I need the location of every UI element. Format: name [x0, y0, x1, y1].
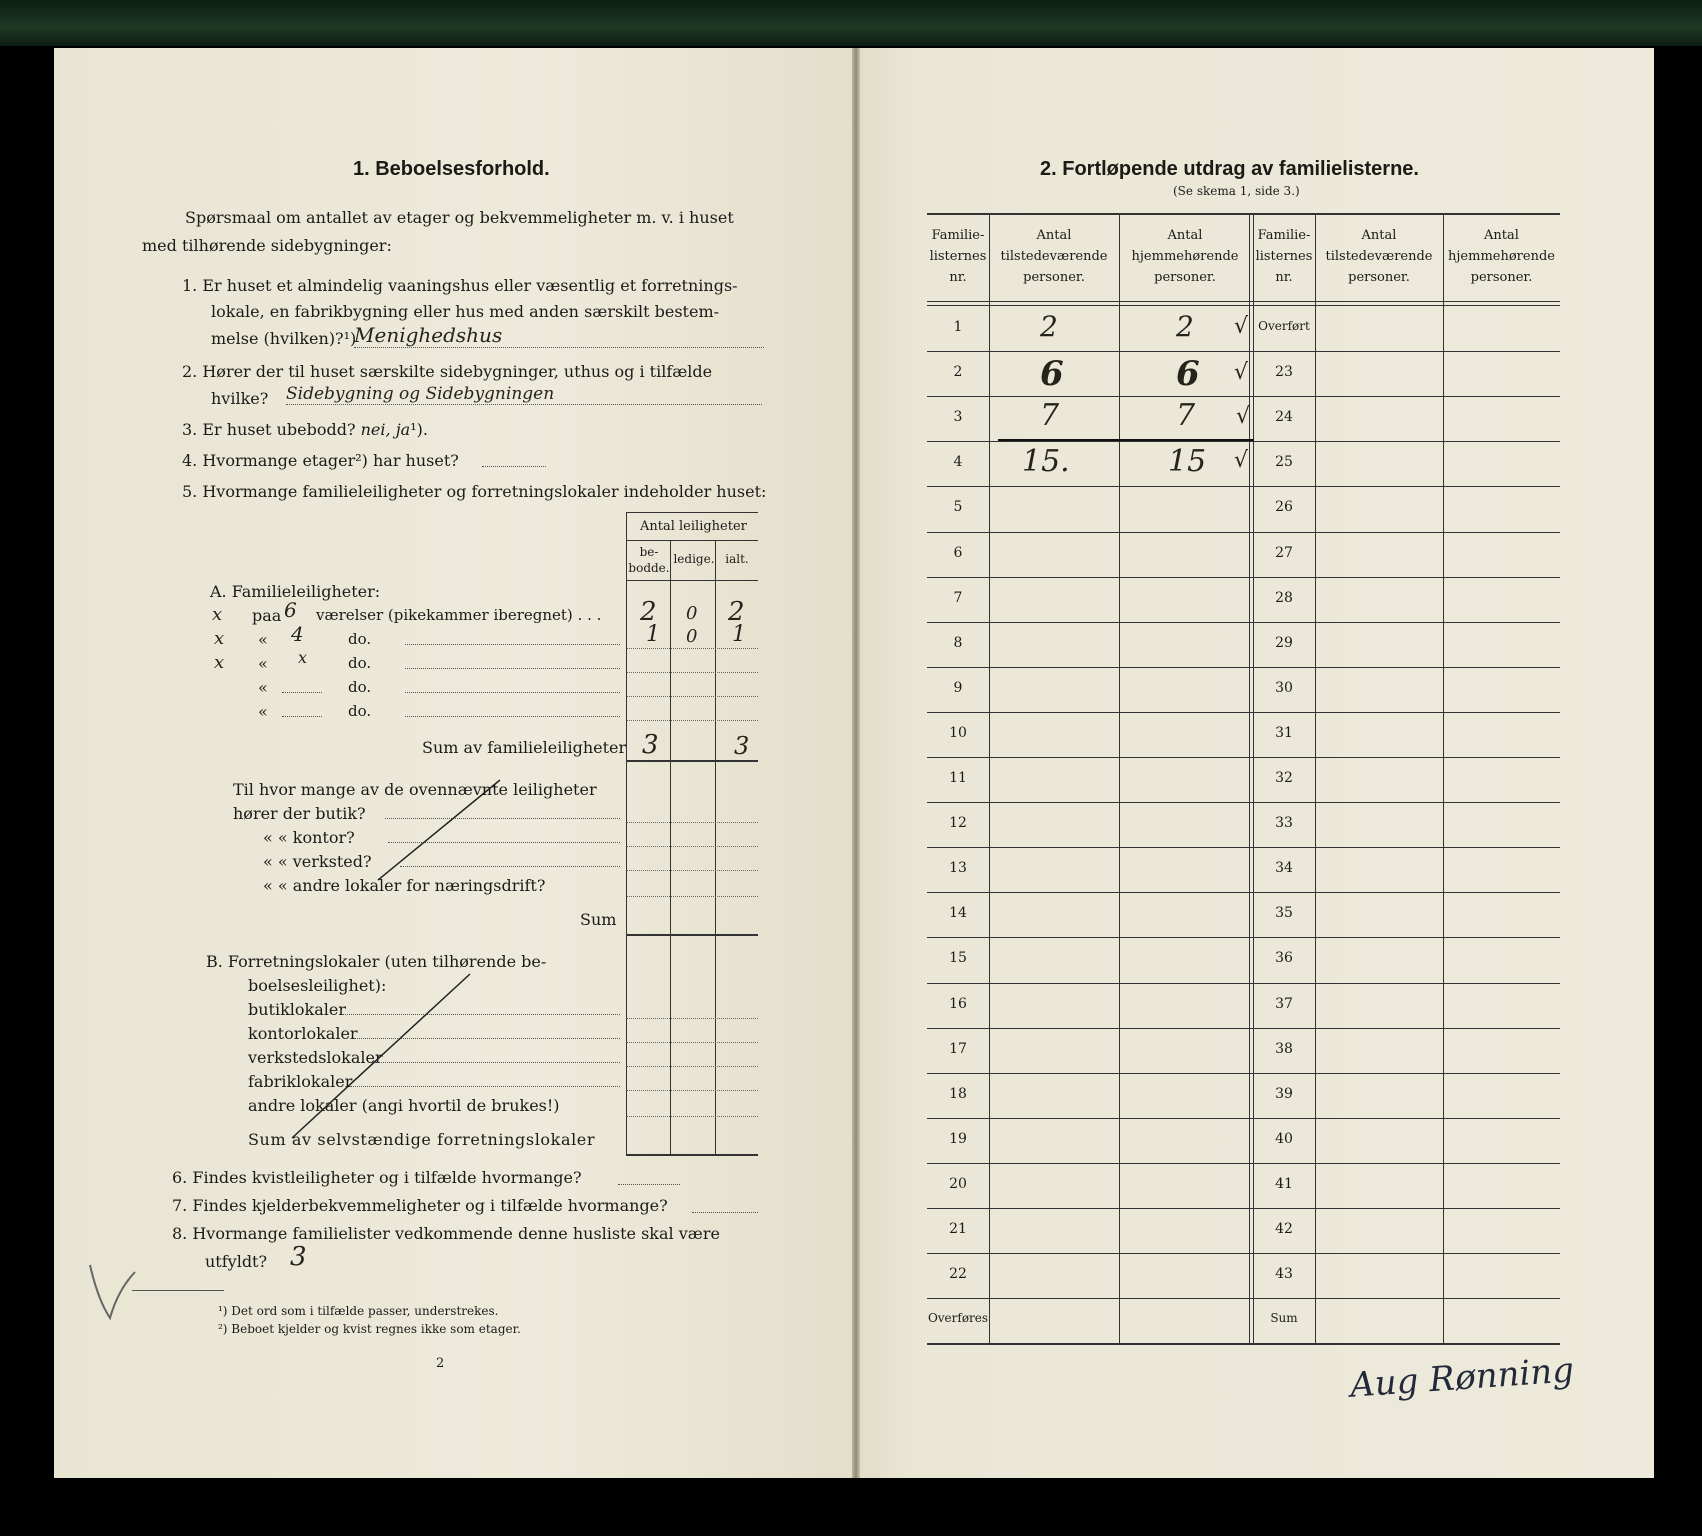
b-butiklokaler: butiklokaler — [248, 1000, 347, 1019]
intro-line-2: med tilhørende sidebygninger: — [142, 236, 392, 255]
header-hjemme-left: Antal hjemmehørende personer. — [1131, 228, 1239, 285]
section-b-title-line-2: boelsesleilighet): — [248, 976, 387, 995]
shops-question-verksted: « « verksted? — [263, 852, 372, 871]
row-number-left: 8 — [953, 634, 963, 651]
footnote-2: ²) Beboet kjelder og kvist regnes ikke som etager. — [218, 1322, 521, 1336]
row-number-right: 43 — [1275, 1266, 1293, 1283]
row-number-left: Overføres — [927, 1311, 989, 1326]
row-number-left: 1 — [953, 319, 963, 335]
table-row-rule — [927, 983, 1560, 984]
row-number-left: 5 — [953, 499, 963, 516]
table-row-rule — [927, 757, 1560, 758]
row-1-mark: x — [212, 604, 223, 625]
b-fabriklokaler: fabriklokaler — [248, 1072, 353, 1091]
table-column-line — [989, 213, 990, 1343]
header-fam-nr-left: Familie- listernes nr. — [929, 228, 987, 285]
row-number-right: 34 — [1275, 860, 1293, 877]
table-bottom-rule — [927, 1343, 1560, 1345]
question-1-line-1: 1. Er huset et almindelig vaaningshus eller væsentlig et forretnings- — [182, 276, 738, 295]
row-number-right: 38 — [1275, 1040, 1293, 1057]
table-row-rule — [927, 1028, 1560, 1029]
row-number-left: 11 — [949, 770, 967, 786]
b-andre-lokaler: andre lokaler (angi hvortil de brukes!) — [248, 1096, 560, 1115]
row-number-left: 10 — [949, 724, 967, 741]
left-page-title: 1. Beboelsesforhold. — [353, 158, 550, 180]
row-number-left: 17 — [949, 1040, 967, 1057]
table-row-rule — [927, 1118, 1560, 1119]
row-2-prefix: « — [258, 630, 268, 649]
table-header-bottom-rule — [927, 301, 1560, 302]
question-8-line-2: utfyldt? — [205, 1252, 268, 1271]
question-8-line-1: 8. Hvormange familielister vedkommende denne husliste skal være — [172, 1224, 720, 1243]
table-header-bottom-rule-2 — [927, 305, 1560, 306]
row-number-right: 31 — [1275, 724, 1293, 741]
question-1-line-2: lokale, en fabrikbygning eller hus med anden særskilt bestem- — [211, 302, 720, 321]
question-3-label: 3. Er huset ubebodd? — [182, 420, 356, 439]
row-number-left: 22 — [949, 1266, 967, 1283]
table-row-rule — [927, 802, 1560, 803]
row-number-left: 3 — [953, 409, 963, 426]
table-row-rule — [927, 1208, 1560, 1209]
row-number-right: 37 — [1275, 995, 1293, 1012]
hjemme-row-1: 2 — [1176, 310, 1194, 343]
shops-question-line-2: hører der butik? — [233, 804, 366, 823]
section-a-title: A. Familieleiligheter: — [210, 582, 381, 601]
row-number-left: 13 — [949, 860, 967, 877]
row-2-text: do. — [348, 630, 372, 648]
row-4-text: do. — [348, 678, 372, 696]
row-number-left: 12 — [949, 815, 967, 832]
header-tilstede-right: Antal tilstedeværende personer. — [1325, 228, 1433, 285]
b-kontorlokaler: kontorlokaler — [248, 1024, 358, 1043]
footnote-rule — [132, 1290, 224, 1291]
table-row-rule — [927, 847, 1560, 848]
row-3-rooms: x — [298, 648, 308, 667]
row-number-left: 14 — [949, 905, 967, 922]
row-1-label: paa — [252, 606, 282, 625]
row-number-right: 29 — [1275, 634, 1293, 651]
row-number-left: 20 — [949, 1175, 967, 1192]
row-number-right: 23 — [1275, 364, 1293, 381]
tilstede-row-2: 6 — [1040, 354, 1064, 394]
check-row-3: √ — [1236, 404, 1251, 429]
row-number-right: 25 — [1275, 454, 1293, 471]
row-2-rooms: 4 — [291, 622, 304, 646]
col-bebodde: be- bodde. — [628, 545, 670, 575]
row-number-right: Sum — [1270, 1311, 1298, 1326]
row-number-right: Overført — [1258, 319, 1310, 333]
table-row-rule — [927, 1253, 1560, 1254]
row-number-left: 2 — [953, 364, 963, 381]
tilstede-row-1: 2 — [1040, 310, 1058, 343]
col-ialt: ialt. — [725, 552, 749, 566]
row-number-right: 35 — [1275, 905, 1293, 922]
hjemme-row-2: 6 — [1176, 354, 1200, 394]
b-sum-label: Sum av selvstændige forretningslokaler — [248, 1130, 596, 1149]
row-1-text: værelser (pikekammer iberegnet) . . . — [316, 606, 602, 624]
intro-line-1: Spørsmaal om antallet av etager og bekvemmeligheter m. v. i huset — [185, 208, 734, 227]
table-row-rule — [927, 396, 1560, 397]
table-row-rule — [927, 622, 1560, 623]
footnote-1: ¹) Det ord som i tilfælde passer, understrekes. — [218, 1304, 499, 1318]
row-number-right: 24 — [1275, 409, 1293, 426]
sum-fam-bebodde: 3 — [642, 730, 659, 760]
row-2-ledige: 0 — [686, 626, 698, 647]
tilstede-row-3: 7 — [1040, 398, 1060, 433]
row-1-bebodde: 2 — [640, 597, 657, 627]
table-column-line — [1119, 213, 1120, 1343]
row-number-right: 41 — [1275, 1175, 1293, 1192]
table-column-line-double — [1249, 213, 1250, 1343]
row-number-left: 18 — [949, 1085, 967, 1102]
table-row-rule — [927, 1163, 1560, 1164]
row-number-left: 9 — [953, 679, 963, 696]
row-2-bebodde: 1 — [646, 622, 660, 647]
right-page-title: 2. Fortløpende utdrag av familielisterne. — [1040, 158, 1419, 180]
table-column-line — [1443, 213, 1444, 1343]
row-number-right: 27 — [1275, 544, 1293, 561]
table-row-rule — [927, 532, 1560, 533]
check-row-1: √ — [1234, 314, 1249, 339]
right-page-subtitle: (Se skema 1, side 3.) — [1173, 184, 1300, 198]
row-number-right: 28 — [1275, 589, 1293, 606]
row-number-right: 36 — [1275, 950, 1293, 967]
table-row-rule — [927, 1073, 1560, 1074]
row-number-left: 21 — [949, 1221, 967, 1237]
row-1-ledige: 0 — [686, 603, 698, 624]
table-row-rule — [927, 712, 1560, 713]
table-top-rule — [927, 213, 1560, 215]
tilstede-row-4: 15. — [1022, 444, 1070, 479]
question-1-answer: Menighedshus — [354, 323, 764, 348]
row-3-prefix: « — [258, 654, 268, 673]
question-1-line-3: melse (hvilken)?¹) — [211, 329, 357, 348]
shops-sum-label: Sum — [580, 910, 617, 929]
strike-through-marks — [0, 0, 860, 1480]
row-number-right: 32 — [1275, 770, 1293, 786]
table-row-rule — [927, 351, 1560, 352]
hjemme-row-4: 15 — [1168, 444, 1207, 479]
row-2-mark: x — [214, 628, 225, 649]
question-7: 7. Findes kjelderbekvemmeligheter og i tilfælde hvormange? — [172, 1196, 668, 1215]
table-row-rule — [927, 486, 1560, 487]
row-number-left: 19 — [949, 1130, 967, 1147]
row-number-right: 33 — [1275, 815, 1293, 832]
row-3-text: do. — [348, 654, 372, 672]
check-row-4: √ — [1234, 448, 1249, 473]
check-row-2: √ — [1234, 360, 1249, 385]
question-8-answer: 3 — [290, 1242, 307, 1272]
row-number-left: 4 — [953, 454, 963, 471]
table-row-rule — [927, 441, 1560, 442]
row-2-ialt: 1 — [732, 622, 746, 647]
shops-question-andre: « « andre lokaler for næringsdrift? — [263, 876, 546, 895]
sum-familieleiligheter-label: Sum av familieleiligheter — [422, 738, 627, 757]
question-4: 4. Hvormange etager²) har huset? — [182, 451, 459, 470]
question-6: 6. Findes kvistleiligheter og i tilfælde hvormange? — [172, 1168, 582, 1187]
row-1-ialt: 2 — [728, 597, 745, 627]
row-5-text: do. — [348, 702, 372, 720]
header-tilstede-left: Antal tilstedeværende personer. — [1000, 228, 1108, 285]
subtotal-rule — [998, 439, 1254, 441]
question-2-answer: Sidebygning og Sidebygningen — [286, 384, 762, 405]
table-row-rule — [927, 577, 1560, 578]
table-row-rule — [927, 892, 1560, 893]
question-7-answer-line — [692, 1212, 758, 1213]
table-row-rule — [927, 937, 1560, 938]
col-ledige: ledige. — [673, 552, 715, 566]
section-b-title-line-1: B. Forretningslokaler (uten tilhørende be- — [206, 952, 547, 971]
left-page-number: 2 — [436, 1356, 445, 1371]
hjemme-row-3: 7 — [1176, 398, 1196, 433]
table-column-line — [1315, 213, 1316, 1343]
table-row-rule — [927, 1298, 1560, 1299]
question-3-options: nei, ja — [360, 420, 411, 439]
question-2-line-2: hvilke? — [211, 389, 269, 408]
signature: Aug Rønning — [1348, 1350, 1576, 1406]
table-header-antal-leiligheter: Antal leiligheter — [640, 519, 747, 534]
row-3-mark: x — [214, 652, 225, 673]
b-verkstedslokaler: verkstedslokaler — [248, 1048, 383, 1067]
sum-fam-ialt: 3 — [734, 732, 750, 760]
row-number-left: 16 — [949, 995, 967, 1012]
row-5-prefix: « — [258, 702, 268, 721]
row-number-right: 30 — [1275, 679, 1293, 696]
question-5: 5. Hvormange familieleiligheter og forretningslokaler indeholder huset: — [182, 482, 767, 501]
header-hjemme-right: Antal hjemmehørende personer. — [1448, 228, 1555, 285]
row-number-left: 15 — [949, 950, 967, 967]
row-number-right: 39 — [1275, 1085, 1293, 1102]
row-1-rooms: 6 — [284, 598, 297, 622]
row-number-left: 7 — [953, 589, 963, 606]
row-4-prefix: « — [258, 678, 268, 697]
question-2-line-1: 2. Hører der til huset særskilte sidebygninger, uthus og i tilfælde — [182, 362, 713, 381]
table-row-rule — [927, 667, 1560, 668]
question-3-sup: ¹). — [410, 420, 428, 439]
row-number-right: 26 — [1275, 499, 1293, 516]
question-6-answer-line — [618, 1184, 680, 1185]
header-fam-nr-right: Familie- listernes nr. — [1255, 228, 1313, 285]
row-number-left: 6 — [953, 544, 963, 561]
shops-question-line-1: Til hvor mange av de ovennævnte leiligheter — [233, 780, 597, 799]
row-number-right: 42 — [1275, 1221, 1293, 1237]
shops-question-kontor: « « kontor? — [263, 828, 355, 847]
row-number-right: 40 — [1275, 1130, 1293, 1147]
